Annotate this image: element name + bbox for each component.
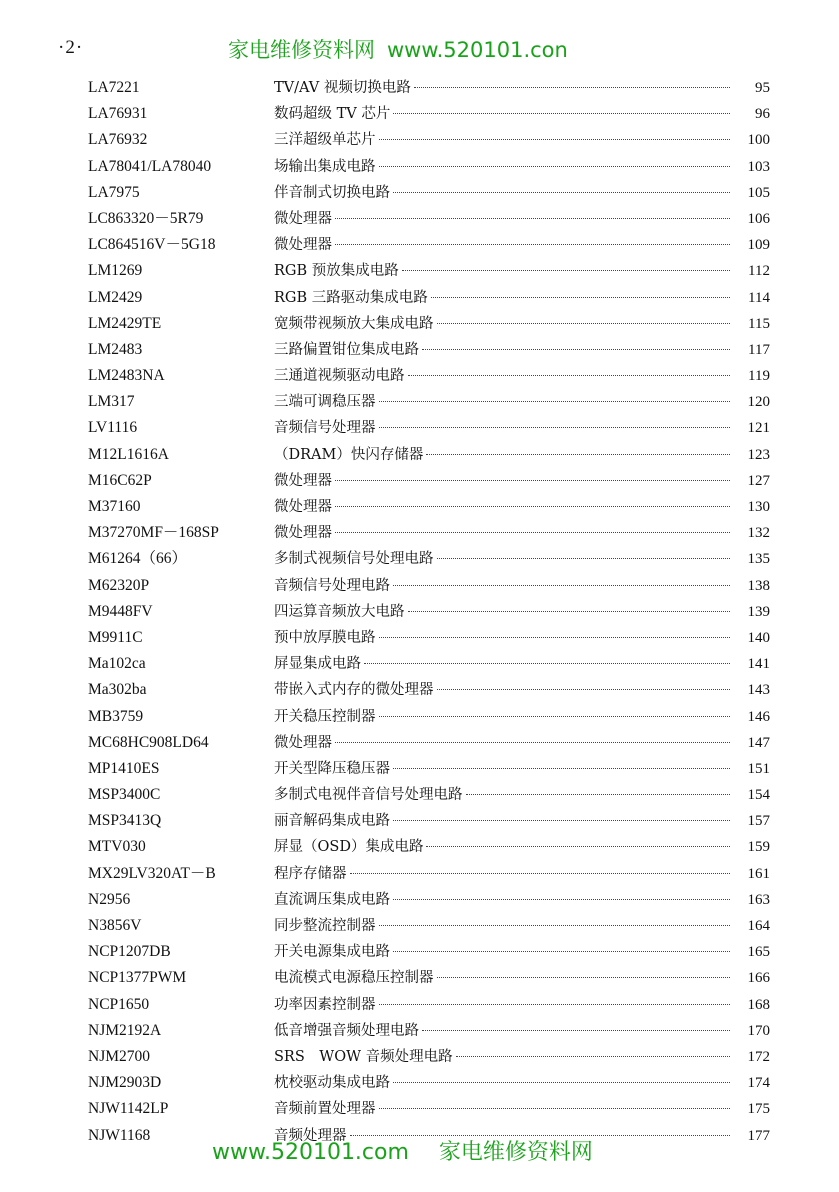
toc-entry: [88, 887, 770, 913]
dot-leader: [393, 898, 730, 900]
toc-entry-line: [274, 651, 770, 677]
entry-title: 四运算音频放大电路: [274, 603, 405, 620]
chip-model: Ma302ba: [88, 681, 147, 699]
entry-title: 微处理器: [274, 472, 332, 489]
page-number: ·2·: [58, 37, 84, 58]
entry-title: 屏显集成电路: [274, 656, 361, 673]
entry-title: 伴音制式切换电路: [274, 184, 390, 201]
entry-title: 低音增强音频处理电路: [274, 1022, 419, 1039]
entry-title: （DRAM）快闪存储器: [274, 446, 424, 463]
toc-entry-line: [274, 258, 770, 284]
toc-entry: [88, 127, 770, 153]
entry-title: 开关型降压稳压器: [274, 760, 390, 777]
page-ref: 103: [747, 158, 770, 175]
toc-entry: [88, 311, 770, 337]
chip-model: MC68HC908LD64: [88, 733, 209, 751]
chip-model: LA76931: [88, 105, 148, 123]
chip-model: LM2483NA: [88, 367, 165, 385]
page-ref: 139: [747, 603, 770, 620]
dot-leader: [414, 86, 730, 88]
chip-model: M9911C: [88, 628, 143, 646]
dot-leader: [393, 1081, 730, 1083]
toc-entry: [88, 1018, 770, 1044]
toc-entry-line: [274, 756, 770, 782]
entry-title: 微处理器: [274, 525, 332, 542]
toc-entry-line: [274, 887, 770, 913]
chip-model: LA76932: [88, 131, 148, 149]
entry-title: 电流模式电源稳压控制器: [274, 970, 434, 987]
page-ref: 159: [747, 839, 770, 856]
dot-leader: [426, 453, 730, 455]
toc-entry-line: [274, 311, 770, 337]
entry-title: 开关稳压控制器: [274, 708, 376, 725]
page-ref: 166: [747, 970, 770, 987]
chip-model: NJM2700: [88, 1047, 151, 1065]
toc-entry-line: [274, 154, 770, 180]
entry-title: 直流调压集成电路: [274, 891, 390, 908]
entry-title: 三洋超级单芯片: [274, 132, 376, 149]
dot-leader: [379, 924, 731, 926]
toc-entry: [88, 756, 770, 782]
entry-title: 多制式视频信号处理电路: [274, 551, 434, 568]
toc-entry-line: [274, 389, 770, 415]
dot-leader: [393, 112, 730, 114]
toc-entry: [88, 258, 770, 284]
page-ref: 100: [747, 132, 770, 149]
toc-entry-line: [274, 232, 770, 258]
toc-entry: [88, 913, 770, 939]
toc-entry-line: [274, 677, 770, 703]
dot-leader: [437, 322, 731, 324]
page-ref: 147: [747, 734, 770, 751]
page-ref: 168: [747, 996, 770, 1013]
toc-entry-line: [274, 1096, 770, 1122]
page-ref: 109: [747, 237, 770, 254]
page-ref: 105: [747, 184, 770, 201]
dot-leader: [408, 610, 731, 612]
chip-model: MX29LV320AT－B: [88, 864, 216, 882]
toc-entry: [88, 546, 770, 572]
toc-entry: [88, 573, 770, 599]
entry-title: 开关电源集成电路: [274, 944, 390, 961]
page-ref: 121: [747, 420, 770, 437]
entry-title: 微处理器: [274, 734, 332, 751]
dot-leader: [379, 1107, 731, 1109]
toc-entry: [88, 965, 770, 991]
dot-leader: [437, 557, 731, 559]
toc-entry-line: [274, 704, 770, 730]
page-ref: 163: [747, 891, 770, 908]
chip-model: M12L1616A: [88, 445, 169, 463]
page-ref: 127: [747, 472, 770, 489]
chip-model: NJM2903D: [88, 1074, 162, 1092]
entry-title: RGB 预放集成电路: [274, 263, 399, 280]
chip-model: NJW1168: [88, 1126, 151, 1144]
dot-leader: [456, 1055, 730, 1057]
entry-title: 音频信号处理器: [274, 420, 376, 437]
dot-leader: [379, 715, 731, 717]
page-ref: 119: [748, 368, 770, 385]
dot-leader: [422, 1029, 730, 1031]
toc-entry: [88, 415, 770, 441]
entry-title: 同步整流控制器: [274, 918, 376, 934]
toc-entry: [88, 468, 770, 494]
toc-entry-line: [274, 939, 770, 965]
chip-model: NJM2192A: [88, 1021, 162, 1039]
page-ref: 174: [747, 1075, 770, 1092]
dot-leader: [437, 976, 731, 978]
toc-entry-line: [274, 861, 770, 887]
toc-entry-line: [274, 1070, 770, 1096]
toc-entry-line: [274, 546, 770, 572]
chip-model: NCP1377PWM: [88, 969, 187, 987]
chip-model: MSP3400C: [88, 786, 161, 804]
entry-title: SRS WOW 音频处理电路: [274, 1048, 453, 1065]
toc-entry: [88, 834, 770, 860]
entry-title: 微处理器: [274, 210, 332, 227]
entry-title: 预中放厚膜电路: [274, 629, 376, 646]
page-ref: 123: [747, 446, 770, 463]
dot-leader: [379, 426, 731, 428]
chip-model: LC864516V－5G18: [88, 236, 216, 254]
page-ref: 117: [748, 341, 770, 358]
page-ref: 154: [747, 787, 770, 804]
watermark-site-url: www.520101.com: [212, 1140, 409, 1165]
chip-model: LM2429TE: [88, 314, 162, 332]
toc-entry: [88, 206, 770, 232]
chip-model: MTV030: [88, 838, 146, 856]
dot-leader: [393, 767, 730, 769]
toc-entry-line: [274, 363, 770, 389]
toc-entry: [88, 180, 770, 206]
chip-model: M37270MF－168SP: [88, 524, 219, 542]
toc-entry-line: [274, 599, 770, 625]
toc-entry: [88, 442, 770, 468]
toc-entry: [88, 337, 770, 363]
dot-leader: [350, 872, 731, 874]
toc-entry-line: [274, 782, 770, 808]
page-ref: 151: [747, 760, 770, 777]
toc-entry-line: [274, 573, 770, 599]
toc-entry: [88, 625, 770, 651]
chip-model: LV1116: [88, 419, 138, 437]
page-ref: 130: [747, 499, 770, 515]
entry-title: TV/AV 视频切换电路: [274, 80, 411, 96]
chip-model: M62320P: [88, 576, 150, 594]
entry-title: 音频前置处理器: [274, 1101, 376, 1118]
page-ref: 141: [747, 656, 770, 673]
chip-model: NJW1142LP: [88, 1100, 169, 1118]
chip-model: LM2429: [88, 288, 143, 306]
entry-title: 程序存储器: [274, 865, 347, 882]
page-ref: 138: [747, 577, 770, 594]
toc-entry-line: [274, 1044, 770, 1070]
page-ref: 120: [747, 394, 770, 411]
page-ref: 115: [748, 315, 770, 332]
chip-model: NCP1650: [88, 995, 150, 1013]
entry-title: 带嵌入式内存的微处理器: [274, 682, 434, 699]
dot-leader: [379, 165, 731, 167]
page-ref: 135: [747, 551, 770, 568]
toc-entry-line: [274, 468, 770, 494]
chip-model: LA7221: [88, 79, 140, 96]
chip-model: MSP3413Q: [88, 812, 162, 830]
page-ref: 140: [747, 629, 770, 646]
entry-title: RGB 三路驱动集成电路: [274, 289, 428, 306]
toc-entry-line: [274, 101, 770, 127]
toc-entry: [88, 285, 770, 311]
page-ref: 96: [755, 106, 770, 123]
chip-model: LA78041/LA78040: [88, 157, 212, 175]
toc-entry: [88, 520, 770, 546]
page-ref: 114: [748, 289, 770, 306]
entry-title: 多制式电视伴音信号处理电路: [274, 787, 463, 804]
dot-leader: [431, 296, 730, 298]
dot-leader: [437, 688, 731, 690]
page-ref: 161: [747, 865, 770, 882]
dot-leader: [426, 845, 730, 847]
toc-entry: [88, 861, 770, 887]
toc-entry: [88, 939, 770, 965]
page-ref: 170: [747, 1022, 770, 1039]
dot-leader: [379, 636, 731, 638]
toc-entry-line: [274, 180, 770, 206]
entry-title: 三通道视频驱动电路: [274, 368, 405, 385]
table-of-contents: [88, 75, 770, 1149]
toc-entry: [88, 1096, 770, 1122]
chip-model: M37160: [88, 498, 141, 515]
toc-entry-line: [274, 1018, 770, 1044]
chip-model: M9448FV: [88, 602, 153, 620]
toc-entry-line: [274, 337, 770, 363]
toc-entry-line: [274, 834, 770, 860]
entry-title: 音频处理器: [274, 1127, 347, 1144]
watermark-site-url: www.520101.con: [387, 38, 568, 62]
entry-title: 微处理器: [274, 237, 332, 254]
watermark-site-name: 家电维修资料网: [438, 1140, 593, 1165]
page-ref: 146: [747, 708, 770, 725]
chip-model: MB3759: [88, 707, 144, 725]
toc-entry-line: [274, 625, 770, 651]
toc-entry-line: [274, 913, 770, 939]
toc-entry: [88, 232, 770, 258]
page-ref: 175: [747, 1101, 770, 1118]
entry-title: 数码超级 TV 芯片: [274, 106, 391, 123]
dot-leader: [408, 374, 731, 376]
chip-model: M61264（66）: [88, 550, 188, 568]
entry-title: 丽音解码集成电路: [274, 813, 390, 830]
dot-leader: [393, 191, 730, 193]
toc-entry: [88, 1044, 770, 1070]
page-ref: 164: [747, 918, 770, 934]
dot-leader: [379, 138, 731, 140]
toc-entry-line: [274, 808, 770, 834]
toc-entry: [88, 389, 770, 415]
toc-entry: [88, 1070, 770, 1096]
dot-leader: [335, 741, 730, 743]
entry-title: 场输出集成电路: [274, 158, 376, 175]
dot-leader: [335, 217, 730, 219]
toc-entry: [88, 101, 770, 127]
toc-entry-line: [274, 285, 770, 311]
page-ref: 157: [747, 813, 770, 830]
toc-entry: [88, 363, 770, 389]
dot-leader: [402, 269, 730, 271]
page-ref: 112: [748, 263, 770, 280]
toc-entry-line: [274, 520, 770, 546]
toc-entry-line: [274, 206, 770, 232]
dot-leader: [393, 584, 730, 586]
toc-entry-line: [274, 730, 770, 756]
page-ref: 106: [747, 210, 770, 227]
toc-entry-line: [274, 415, 770, 441]
dot-leader: [335, 505, 730, 507]
toc-entry-line: [274, 442, 770, 468]
chip-model: LC863320－5R79: [88, 209, 204, 227]
entry-title: 枕校驱动集成电路: [274, 1075, 390, 1092]
top-watermark: [228, 34, 568, 64]
chip-model: Ma102ca: [88, 655, 146, 673]
bottom-watermark: [212, 1135, 593, 1166]
chip-model: M16C62P: [88, 471, 152, 489]
dot-leader: [466, 793, 731, 795]
dot-leader: [379, 1003, 731, 1005]
chip-model: LM2483: [88, 340, 143, 358]
toc-entry-line: [274, 494, 770, 520]
page-ref: 177: [747, 1127, 770, 1144]
toc-entry-line: [274, 127, 770, 153]
toc-entry: [88, 782, 770, 808]
chip-model: N2956: [88, 890, 131, 908]
page-ref: 132: [747, 525, 770, 542]
page-ref: 143: [747, 682, 770, 699]
toc-entry: [88, 651, 770, 677]
entry-title: 功率因素控制器: [274, 996, 376, 1013]
page-ref: 172: [747, 1048, 770, 1065]
entry-title: 微处理器: [274, 499, 332, 515]
dot-leader: [379, 400, 731, 402]
entry-title: 屏显（OSD）集成电路: [274, 839, 424, 856]
entry-title: 宽频带视频放大集成电路: [274, 315, 434, 332]
toc-entry: [88, 704, 770, 730]
chip-model: N3856V: [88, 917, 142, 934]
dot-leader: [335, 531, 730, 533]
entry-title: 三端可调稳压器: [274, 394, 376, 411]
page-ref: 165: [747, 944, 770, 961]
page-ref: 95: [755, 80, 770, 96]
toc-entry: [88, 75, 770, 101]
chip-model: MP1410ES: [88, 759, 160, 777]
dot-leader: [422, 348, 730, 350]
entry-title: 音频信号处理电路: [274, 577, 390, 594]
dot-leader: [393, 819, 730, 821]
chip-model: LM1269: [88, 262, 143, 280]
entry-title: 三路偏置钳位集成电路: [274, 341, 419, 358]
toc-entry: [88, 677, 770, 703]
toc-entry: [88, 154, 770, 180]
toc-entry: [88, 599, 770, 625]
dot-leader: [335, 479, 730, 481]
toc-entry-line: [274, 965, 770, 991]
toc-entry-line: [274, 992, 770, 1018]
chip-model: NCP1207DB: [88, 943, 171, 961]
chip-model: LA7975: [88, 183, 140, 201]
dot-leader: [393, 950, 730, 952]
toc-entry: [88, 730, 770, 756]
watermark-site-name: 家电维修资料网: [228, 38, 375, 62]
chip-model: LM317: [88, 393, 135, 411]
toc-entry: [88, 494, 770, 520]
toc-entry: [88, 808, 770, 834]
dot-leader: [335, 243, 730, 245]
dot-leader: [364, 662, 730, 664]
toc-entry: [88, 992, 770, 1018]
toc-entry-line: [274, 75, 770, 101]
